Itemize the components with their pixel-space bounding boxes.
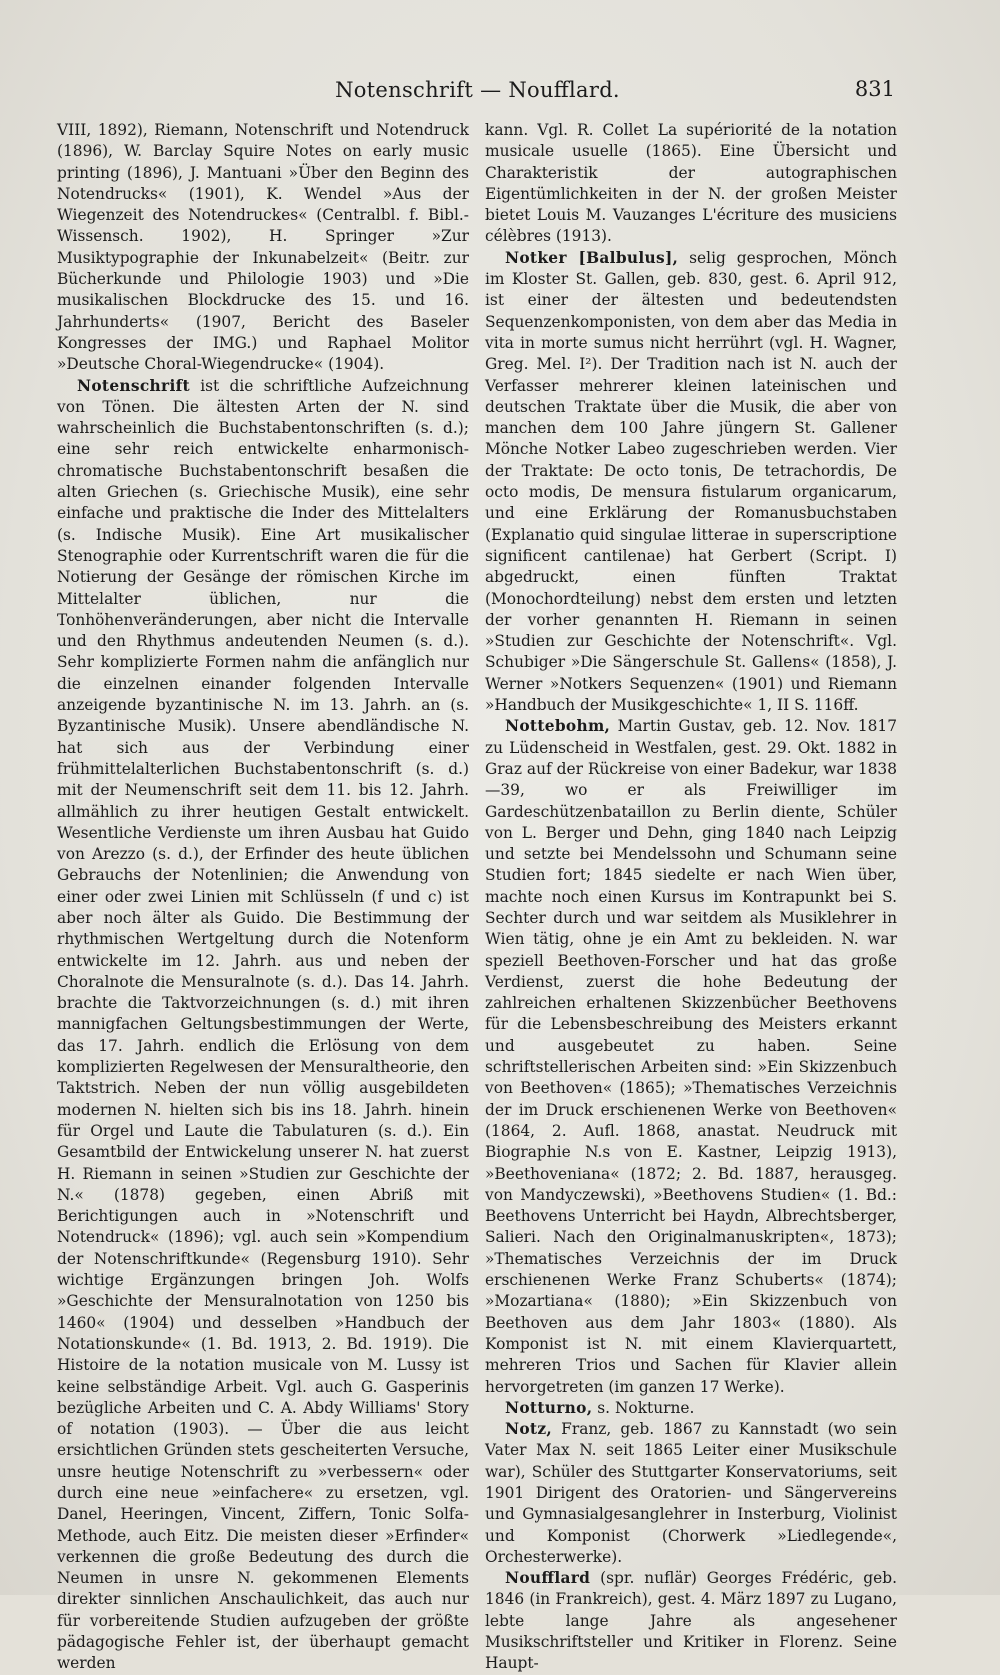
entry-text: s. Nokturne. [597,1398,695,1417]
entry-headword: Notturno, [505,1398,593,1417]
entry-text: selig gesprochen, Mönch im Kloster St. Gallen, geb. 830, gest. 6. April 912, ist einer der ältesten und bedeutendsten Sequenzenkomponisten, von dem aber das Media in vita in morte sumus nicht herrührt (vgl. H. Wagner, Greg. Mel. I²). Der Tradition nach ist N. auch der Verfasser mehrerer kleinen lateinischen und deutschen Traktate über die Musik, die aber von manchen dem 100 Jahre jüngern St. Gallener Mönche Notker Labeo zugeschrieben werden. Vier der Traktate: De octo tonis, De tetrachordis, De octo modis, De mensura fistularum organicarum, und eine Erklärung der Romanusbuchstaben (Explanatio quid singulae litterae in superscriptione significent cantilenae) hat Gerbert (Script. I) abgedruckt, einen fünften Traktat (Monochordteilung) nebst dem ersten und letzten der vorher genannten H. Riemann in seinen »Studien zur Geschichte der Notenschrift«. Vgl. Schubiger »Die Sängerschule St. Gallens« (1858), J. Werner »Notkers Sequenzen« (1901) und Riemann »Handbuch der Musikgeschichte« 1, II S. 116ff. [485,248,897,715]
entry-notker [485,248,897,717]
page-number: 831 [854,77,895,101]
entry-notenschrift [57,376,469,1675]
entry-text: Martin Gustav, geb. 12. Nov. 1817 zu Lüdenscheid in Westfalen, gest. 29. Okt. 1882 in Graz auf der Rückreise von einer Badekur, war 1838—39, wo er als Freiwilliger im Gardeschützenbataillon zu Berlin diente, Schüler von L. Berger und Dehn, ging 1840 nach Leipzig und setzte bei Mendelssohn und Schumann seine Studien fort; 1845 siedelte er nach Wien über, machte noch einen Kursus im Kontrapunkt bei S. Sechter durch und war seitdem als Musiklehrer in Wien tätig, ohne je ein Amt zu bekleiden. N. war speziell Beethoven-Forscher und hat das große Verdienst, zuerst die hohe Bedeutung der zahlreichen erhaltenen Skizzenbücher Beethovens für die Lebensbeschreibung des Meisters erkannt und ausgebeutet zu haben. Seine schriftstellerischen Arbeiten sind: »Ein Skizzenbuch von Beethoven« (1865); »Thematisches Verzeichnis der im Druck erschienenen Werke von Beethoven« (1864, 2. Aufl. 1868, anastat. Neudruck mit Biographie N.s von E. Kastner, Leipzig 1913), »Beethoveniana« (1872; 2. Bd. 1887, herausgeg. von Mandyczewski), »Beethovens Studien« (1. Bd.: Beethovens Unterricht bei Haydn, Albrechtsberger, Salieri. Nach den Originalmanuskripten«, 1873); »Thematisches Verzeichnis der im Druck erschienenen Werke Franz Schuberts« (1874); »Mozartiana« (1880); »Ein Skizzenbuch von Beethoven aus dem Jahr 1803« (1880). Als Komponist ist N. mit einem Klavierquartett, mehreren Trios und Sachen für Klavier allein hervorgetreten (im ganzen 17 Werke). [485,717,897,1396]
running-head: Notenschrift — Nouﬀlard. [335,78,620,102]
entry-noufflard [485,1568,897,1674]
entry-text: Franz, geb. 1867 zu Kannstadt (wo sein Vater Max N. seit 1865 Leiter einer Musikschule war), Schüler des Stuttgarter Konservatoriums, seit 1901 Dirigent des Oratorien- und Sängervereins und Gymnasialgesanglehrer in Insterburg, Violinist und Komponist (Chorwerk »Liedlegende«, Orchesterwerke). [485,1420,897,1566]
entry-headword: Notz, [505,1420,553,1439]
entry-text: VIII, 1892), Riemann, Notenschrift und Notendruck (1896), W. Barclay Squire Notes on early music printing (1896), J. Mantuani »Über den Beginn des Notendrucks« (1901), K. Wendel »Aus der Wiegenzeit des Notendruckes« (Centralbl. f. Bibl.-Wissensch. 1902), H. Springer »Zur Musiktypographie der Inkunabelzeit« (Beitr. zur Bücherkunde und Philologie 1903) und »Die musikalischen Blockdrucke des 15. und 16. Jahrhunderts« (1907, Bericht des Baseler Kongresses der IMG.) und Raphael Molitor »Deutsche Choral-Wiegendrucke« (1904). [57,121,469,374]
entry-continuation [57,120,469,376]
left-column [57,120,469,1673]
page-header [60,70,895,110]
entry-headword: Notker [Balbulus], [505,248,679,267]
entry-notturno [485,1398,897,1419]
entry-text: ist die schriftliche Aufzeichnung von Tönen. Die ältesten Arten der N. sind wahrscheinlich die Buchstabentonschriften (s. d.); eine sehr reich entwickelte enharmonisch-chromatische Buchstabentonschrift besaßen die alten Griechen (s. Griechische Musik), eine sehr einfache und praktische die Inder des Mittelalters (s. Indische Musik). Eine Art musikalischer Stenographie oder Kurrentschrift waren die für die Notierung der Gesänge der römischen Kirche im Mittelalter üblichen, nur die Tonhöhenveränderungen, aber nicht die Intervalle und den Rhythmus andeutenden Neumen (s. d.). Sehr komplizierte Formen nahm die anfänglich nur die einzelnen einander folgenden Intervalle anzeigende byzantinische N. im 13. Jahrh. an (s. Byzantinische Musik). Unsere abendländische N. hat sich aus der Verbindung einer frühmittelalterlichen Buchstabentonschrift (s. d.) mit der Neumenschrift seit dem 11. bis 12. Jahrh. allmählich zu ihrer heutigen Gestalt entwickelt. Wesentliche Verdienste um ihren Ausbau hat Guido von Arezzo (s. d.), der Erfinder des heute üblichen Gebrauchs der Notenlinien; die Anwendung von einer oder zwei Linien mit Schlüsseln (f und c) ist aber noch älter als Guido. Die Bestimmung der rhythmischen Wertgeltung durch die Notenform entwickelte im 12. Jahrh. aus und neben der Choralnote die Mensuralnote (s. d.). Das 14. Jahrh. brachte die Taktvorzeichnungen (s. d.) mit ihren mannigfachen Geltungsbestimmungen der Werte, das 17. Jahrh. endlich die Erlösung von dem komplizierten Regelwesen der Mensuraltheorie, den Taktstrich. Neben der nun völlig ausgebildeten modernen N. hielten sich bis ins 18. Jahrh. hinein für Orgel und Laute die Tabulaturen (s. d.). Ein Gesamtbild der Entwickelung unserer N. hat zuerst H. Riemann in seinen »Studien zur Geschichte der N.« (1878) gegeben, einen Abriß mit Berichtigungen auch in »Notenschrift und Notendruck« (1896); vgl. auch sein »Kompendium der Notenschriftkunde« (Regensburg 1910). Sehr wichtige Ergänzungen bringen Joh. Wolfs »Geschichte der Mensuralnotation von 1250 bis 1460« (1904) und desselben »Handbuch der Notationskunde« (1. Bd. 1913, 2. Bd. 1919). Die Histoire de la notation musicale von M. Lussy ist keine selbständige Arbeit. Vgl. auch G. Gasperinis bezügliche Arbeiten und C. A. Abdy Williams' Story of notation (1903). — Über die aus leicht ersichtlichen Gründen stets gescheiterten Versuche, unsre heutige Notenschrift zu »verbessern« oder durch eine neue »einfachere« zu ersetzen, vgl. Danel, Heeringen, Vincent, Ziffern, Tonic Solfa-Methode, auch Eitz. Die meisten dieser »Erfinder« verkennen die große Bedeutung des durch die Neumen in unsre N. gekommenen Elements direkter sinnlichen Anschaulichkeit, das auch nur für vorbereitende Studien aufzugeben der größte pädagogische Fehler ist, der überhaupt gemacht werden [57,376,469,1673]
entry-text: (spr. nuflär) Georges Frédéric, geb. 1846 (in Frankreich), gest. 4. März 1897 zu Lugano, lebte lange Jahre als angesehener Musikschriftsteller und Kritiker in Florenz. Seine Haupt- [485,1569,897,1673]
right-column [485,120,897,1673]
entry-headword: Nouﬀlard [505,1569,591,1588]
entry-headword: Nottebohm, [505,717,611,736]
entry-notz [485,1419,897,1568]
text-columns [57,120,897,1673]
entry-text: kann. Vgl. R. Collet La supériorité de la notation musicale usuelle (1865). Eine Übersicht und Charakteristik der autographischen Eigentümlichkeiten in der N. der großen Meister bietet Louis M. Vauzanges L'écriture des musiciens célèbres (1913). [485,121,897,246]
entry-nottebohm [485,716,897,1398]
entry-continuation [485,120,897,248]
entry-headword: Notenschrift [77,376,190,395]
